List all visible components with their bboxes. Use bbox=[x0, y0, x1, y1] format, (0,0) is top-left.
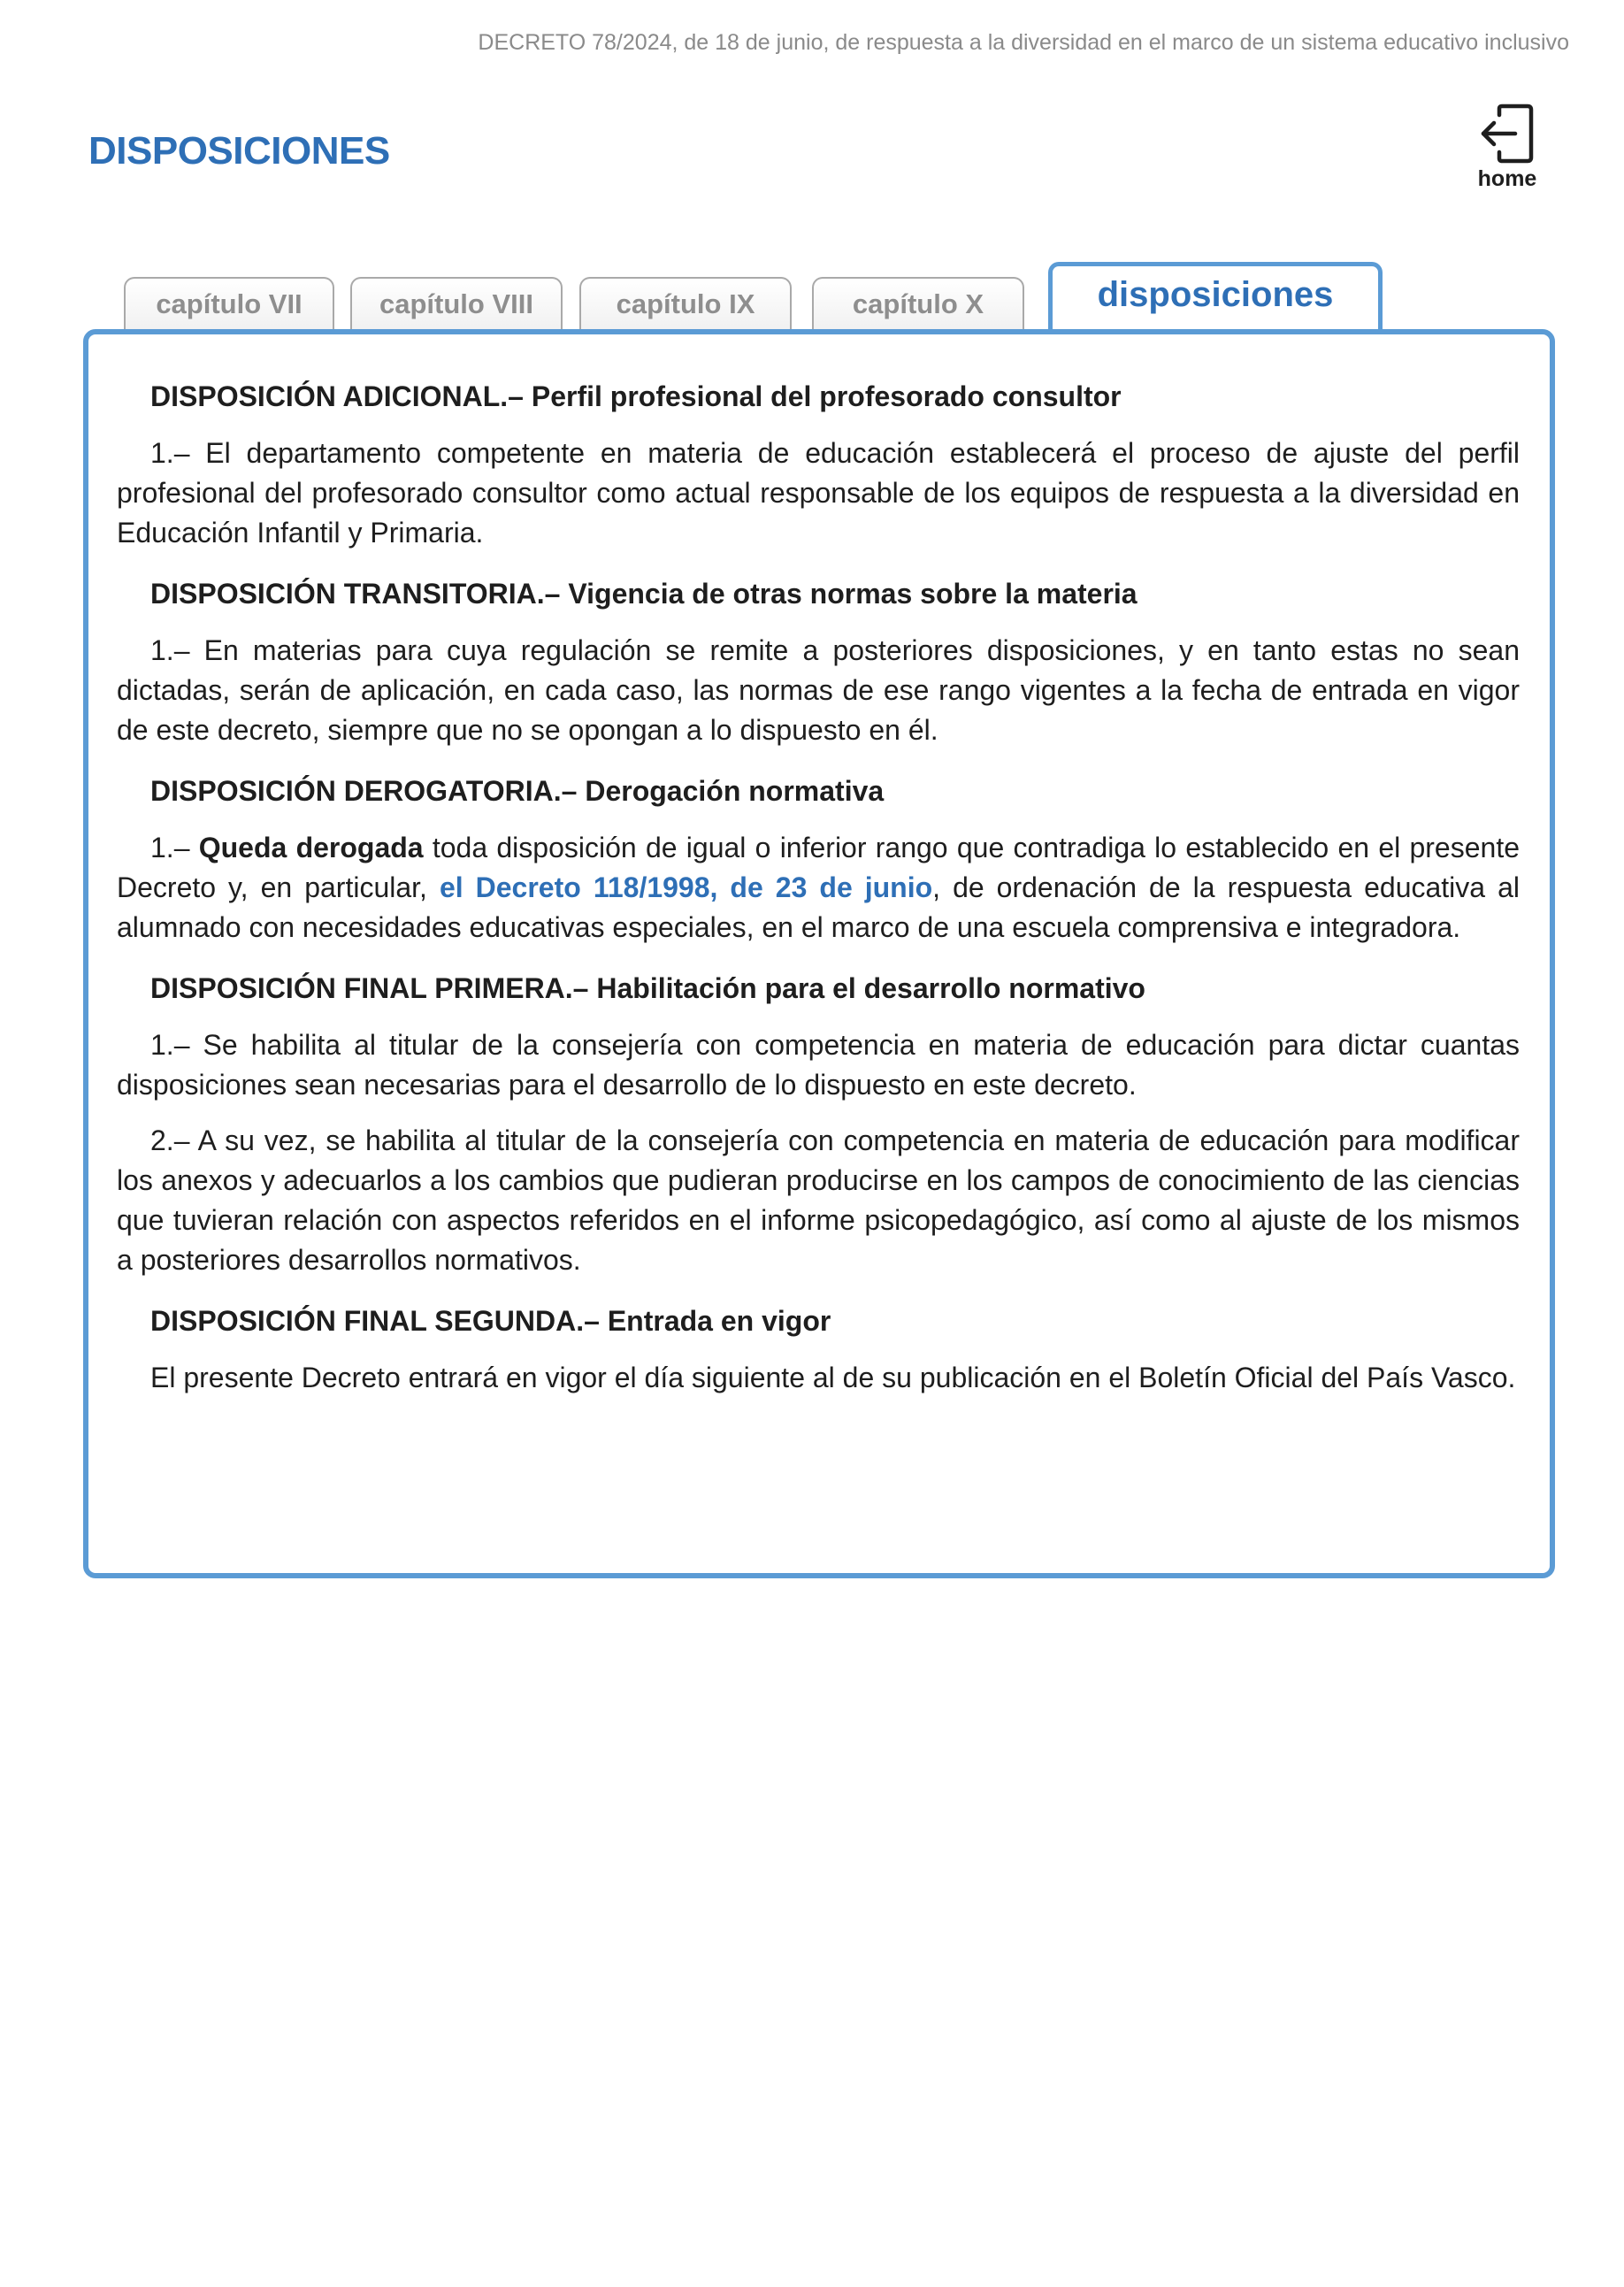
section-disposicion-transitoria bbox=[117, 576, 1520, 750]
bold-phrase: Queda derogada bbox=[198, 832, 424, 863]
paragraph: 1.– Se habilita al titular de la consejería con competencia en materia de educación para dictar cuantas disposiciones sean necesarias para el desarrollo de lo dispuesto en este decreto. bbox=[117, 1029, 1520, 1101]
page-title: DISPOSICIONES bbox=[88, 129, 390, 173]
section-disposicion-adicional bbox=[117, 379, 1520, 553]
paragraph-text: , de ordenación de la respuesta educativa al alumnado con necesidades educativas especiales, en el marco de una escuela comprensiva e integradora. bbox=[117, 871, 1521, 943]
decree-link[interactable]: el Decreto 118/1998, de 23 de junio bbox=[439, 871, 933, 903]
exit-icon bbox=[1478, 103, 1536, 165]
paragraph: 1.– El departamento competente en materia de educación establecerá el proceso de ajuste del perfil profesional del profesorado consultor como actual responsable de los equipos de respuesta a la diversidad en Educación Infantil y Primaria. bbox=[117, 437, 1520, 549]
paragraph: 1.– En materias para cuya regulación se remite a posteriores disposiciones, y en tanto estas no sean dictadas, serán de aplicación, en cada caso, las normas de ese rango vigentes a la fecha de entrada en vigor de este decreto, siempre que no se opongan a lo dispuesto en él. bbox=[117, 634, 1520, 746]
tab-capitulo-viii[interactable]: capítulo VIII bbox=[350, 277, 563, 330]
section-heading: DISPOSICIÓN TRANSITORIA.– Vigencia de otras normas sobre la materia bbox=[150, 578, 1138, 610]
home-label: home bbox=[1477, 166, 1537, 191]
home-button[interactable] bbox=[1472, 103, 1543, 192]
tab-disposiciones[interactable]: disposiciones bbox=[1048, 262, 1383, 331]
content-panel bbox=[83, 329, 1555, 1578]
section-heading: DISPOSICIÓN ADICIONAL.– Perfil profesional del profesorado consultor bbox=[150, 380, 1122, 412]
section-disposicion-final-segunda bbox=[117, 1303, 1520, 1398]
tab-capitulo-x[interactable]: capítulo X bbox=[812, 277, 1024, 330]
running-header: DECRETO 78/2024, de 18 de junio, de respuesta a la diversidad en el marco de un sistema educativo inclusivo bbox=[478, 30, 1569, 55]
tab-capitulo-ix[interactable]: capítulo IX bbox=[579, 277, 792, 330]
section-heading: DISPOSICIÓN FINAL SEGUNDA.– Entrada en vigor bbox=[150, 1305, 831, 1337]
paragraph-prefix: 1.– bbox=[150, 832, 199, 863]
paragraph-text: toda disposición de igual o inferior rango que contradiga lo establecido en el presente Decreto y, en particular, bbox=[117, 832, 1520, 903]
section-disposicion-derogatoria bbox=[117, 773, 1520, 948]
tab-capitulo-vii[interactable]: capítulo VII bbox=[124, 277, 334, 330]
section-disposicion-final-primera bbox=[117, 971, 1520, 1280]
section-heading: DISPOSICIÓN FINAL PRIMERA.– Habilitación para el desarrollo normativo bbox=[150, 972, 1145, 1004]
paragraph bbox=[117, 828, 1520, 948]
section-heading: DISPOSICIÓN DEROGATORIA.– Derogación normativa bbox=[150, 775, 885, 807]
paragraph: El presente Decreto entrará en vigor el día siguiente al de su publicación en el Boletín Oficial del País Vasco. bbox=[150, 1362, 1516, 1393]
paragraph: 2.– A su vez, se habilita al titular de la consejería con competencia en materia de educación para modificar los anexos y adecuarlos a los cambios que pudieran producirse en los campos de conocimiento de las ciencias que tuvieran relación con aspectos referidos en el informe psicopedagógico, así como al ajuste de los mismos a posteriores desarrollos normativos. bbox=[117, 1124, 1520, 1276]
